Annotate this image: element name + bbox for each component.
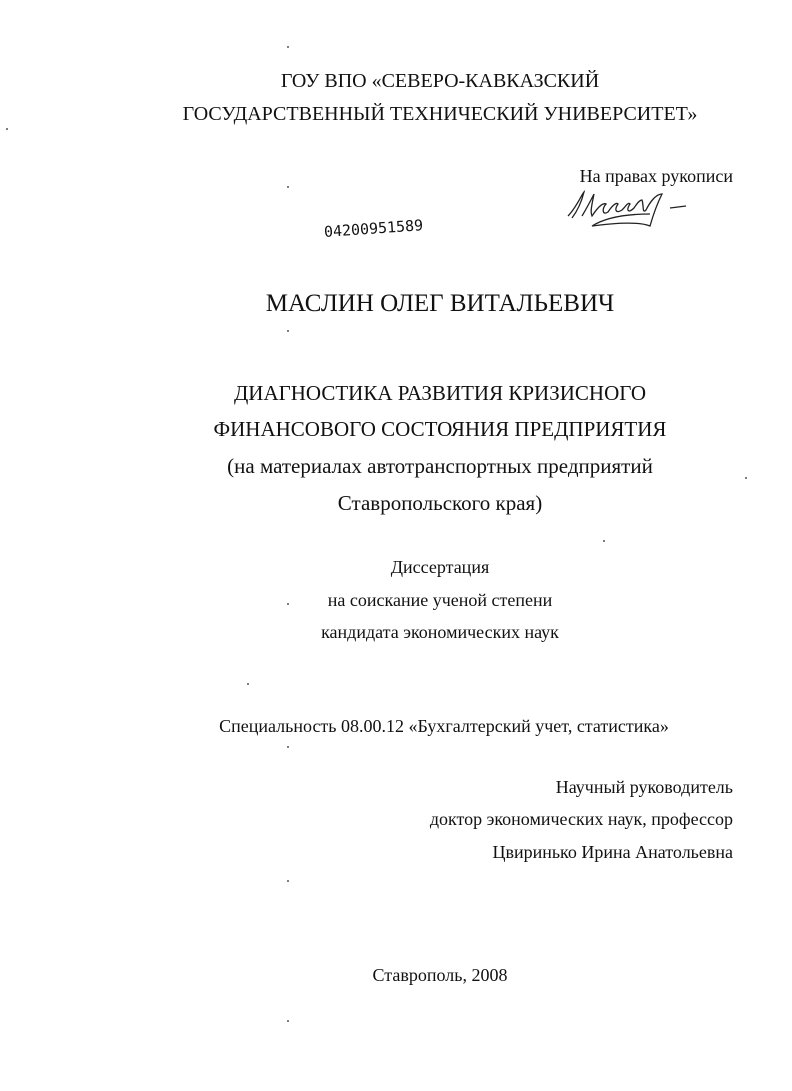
title-line-4: Ставропольского края) xyxy=(337,491,543,515)
author-name: МАСЛИН ОЛЕГ ВИТАЛЬЕВИЧ xyxy=(265,290,615,317)
manuscript-note: На правах рукописи xyxy=(579,166,733,186)
scan-speck xyxy=(287,1020,289,1022)
stamp-number: 04200951589 xyxy=(323,216,424,241)
supervisor-line-2: доктор экономических наук, профессор xyxy=(429,809,733,829)
header-line-2: ГОСУДАРСТВЕННЫЙ ТЕХНИЧЕСКИЙ УНИВЕРСИТЕТ» xyxy=(182,103,698,125)
degree-line-3: кандидата экономических наук xyxy=(321,622,559,642)
scan-speck xyxy=(247,683,249,685)
scan-speck xyxy=(287,330,289,332)
supervisor-line-3: Цвиринько Ирина Анатольевна xyxy=(492,842,733,862)
title-line-2: ФИНАНСОВОГО СОСТОЯНИЯ ПРЕДПРИЯТИЯ xyxy=(213,417,667,441)
specialty: Специальность 08.00.12 «Бухгалтерский учет, статистика» xyxy=(219,716,669,736)
footer-city-year: Ставрополь, 2008 xyxy=(372,965,508,985)
supervisor-line-1: Научный руководитель xyxy=(555,777,733,797)
scan-speck xyxy=(287,746,289,748)
scan-speck xyxy=(287,603,289,605)
scan-speck xyxy=(745,477,747,479)
scan-speck xyxy=(603,540,605,542)
degree-line-1: Диссертация xyxy=(390,557,490,577)
header-line-1: ГОУ ВПО «СЕВЕРО-КАВКАЗСКИЙ xyxy=(280,70,600,92)
scan-speck xyxy=(287,186,289,188)
title-line-3: (на материалах автотранспортных предприятий xyxy=(227,454,653,478)
degree-line-2: на соискание ученой степени xyxy=(327,590,553,610)
scan-speck xyxy=(287,880,289,882)
signature-image xyxy=(562,186,702,236)
title-line-1: ДИАГНОСТИКА РАЗВИТИЯ КРИЗИСНОГО xyxy=(233,381,647,405)
scan-speck xyxy=(287,46,289,48)
scan-speck xyxy=(6,128,8,130)
